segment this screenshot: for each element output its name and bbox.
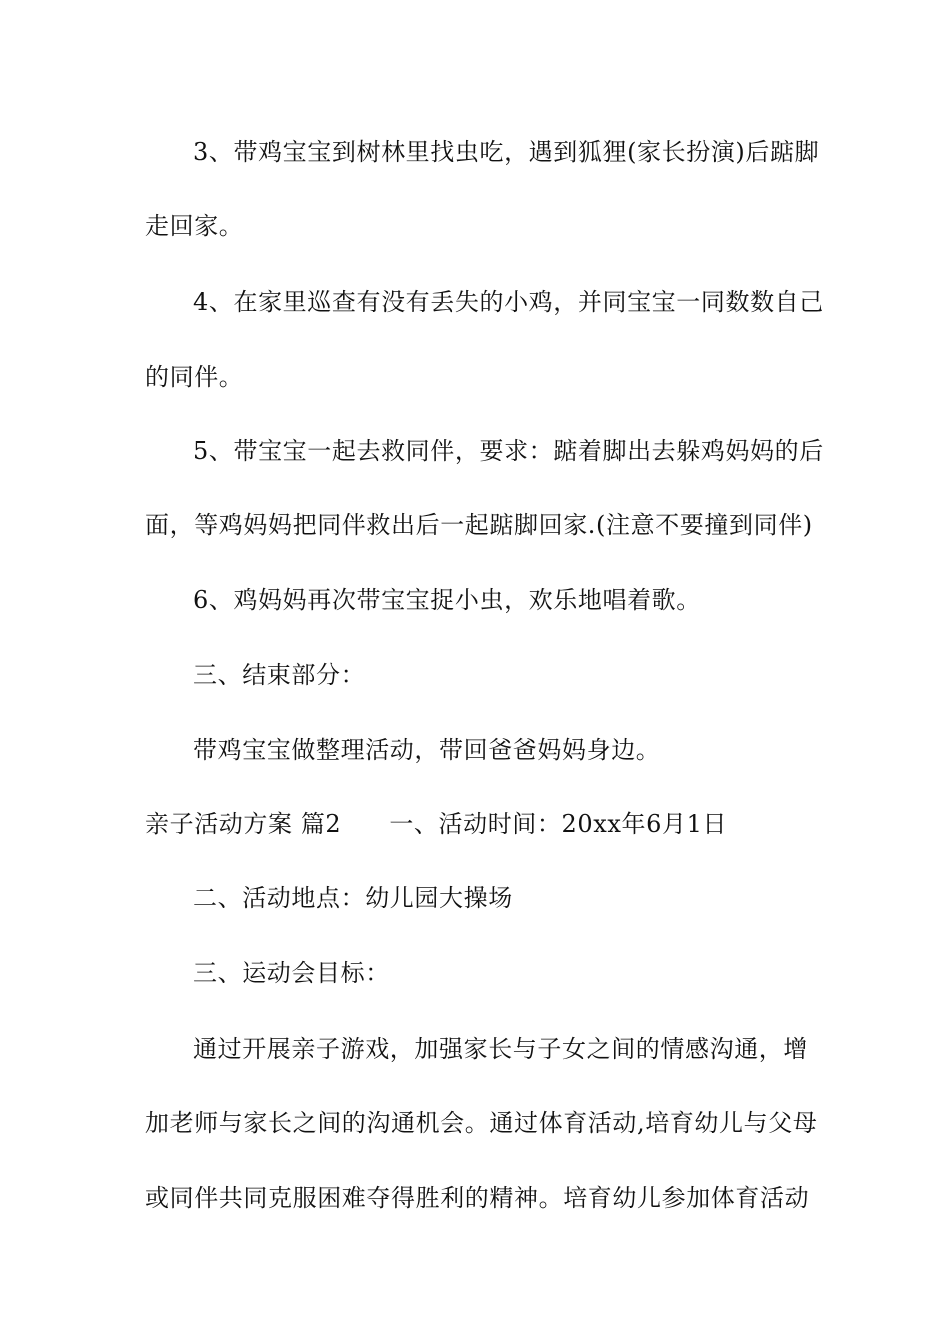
paragraph-goals-continued-2: 或同伴共同克服困难夺得胜利的精神。培育幼儿参加体育活动 [145,1184,810,1212]
paragraph-goals-continued-1: 加老师与家长之间的沟通机会。通过体育活动,培育幼儿与父母 [145,1109,818,1137]
paragraph-step-4-continued: 的同伴。 [145,363,244,391]
paragraph-step-3-continued: 走回家。 [145,212,244,240]
section-heading-row [145,808,815,840]
section-title: 亲子活动方案 篇2 [145,810,342,838]
heading-goals: 三、运动会目标： [193,959,390,987]
paragraph-closing: 带鸡宝宝做整理活动，带回爸爸妈妈身边。 [193,736,661,764]
paragraph-step-5: 5、带宝宝一起去救同伴，要求：踮着脚出去躲鸡妈妈的后 [193,437,824,465]
heading-closing-part: 三、结束部分： [193,661,366,689]
activity-location-item: 二、活动地点：幼儿园大操场 [193,884,513,912]
paragraph-step-4: 4、在家里巡查有没有丢失的小鸡，并同宝宝一同数数自己 [193,288,824,316]
paragraph-goals: 通过开展亲子游戏，加强家长与子女之间的情感沟通，增 [193,1035,808,1063]
paragraph-step-6: 6、鸡妈妈再次带宝宝捉小虫，欢乐地唱着歌。 [193,586,701,614]
paragraph-step-5-continued: 面，等鸡妈妈把同伴救出后一起踮脚回家.(注意不要撞到同伴) [145,511,813,539]
activity-time-item: 一、活动时间：20xx年6月1日 [389,810,728,838]
paragraph-step-3: 3、带鸡宝宝到树林里找虫吃，遇到狐狸(家长扮演)后踮脚 [193,138,820,166]
